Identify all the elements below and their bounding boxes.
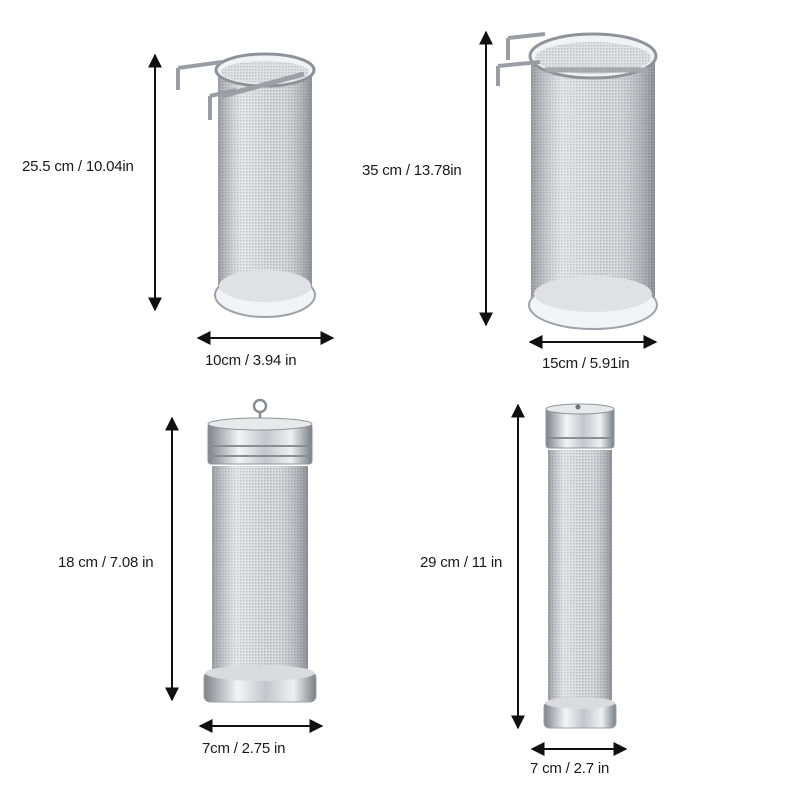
height-label-2: 35 cm / 13.78in [362, 162, 462, 179]
strainer-2-image [498, 34, 657, 329]
strainer-4-image [544, 404, 616, 728]
strainer-1-image [178, 54, 315, 317]
width-label-3: 7cm / 2.75 in [202, 740, 286, 757]
strainer-3-image [204, 400, 316, 702]
width-label-1: 10cm / 3.94 in [205, 352, 297, 369]
width-label-2: 15cm / 5.91in [542, 355, 630, 372]
height-label-3: 18 cm / 7.08 in [58, 554, 154, 571]
height-label-4: 29 cm / 11 in [420, 554, 503, 571]
height-label-1: 25.5 cm / 10.04in [22, 158, 134, 175]
width-label-4: 7 cm / 2.7 in [530, 760, 610, 777]
